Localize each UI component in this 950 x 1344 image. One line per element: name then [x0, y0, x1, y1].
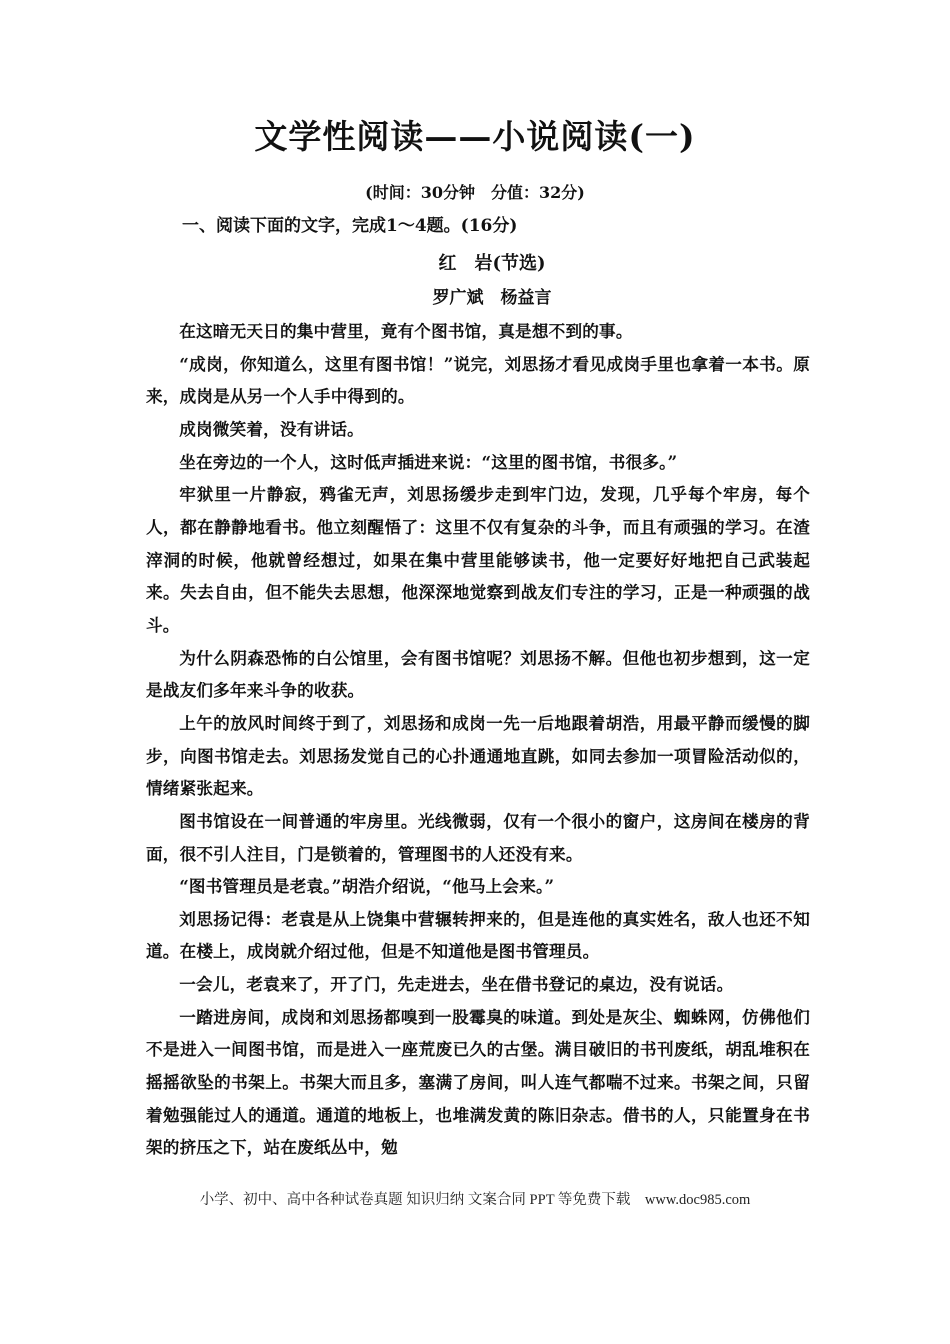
story-paragraph: 图书馆设在一间普通的牢房里。光线微弱，仅有一个很小的窗户，这房间在楼房的背面，很不引人注目，门是锁着的，管理图书的人还没有来。: [146, 810, 810, 864]
story-paragraph: 刘思扬记得：老袁是从上饶集中营辗转押来的，但是连他的真实姓名，敌人也还不知道。在楼上，成岗就介绍过他，但是不知道他是图书管理员。: [146, 908, 810, 962]
story-paragraph: 一踏进房间，成岗和刘思扬都嗅到一股霉臭的味道。到处是灰尘、蜘蛛网，仿佛他们不是进入一间图书馆，而是进入一座荒废已久的古堡。满目破旧的书刊废纸，胡乱堆积在摇摇欲坠的书架上。书架大而且多，塞满了房间，叫人连气都喘不过来。书架之间，只留着勉强能过人的通道。通道的地板上，也堆满发黄的陈旧杂志。借书的人，只能置身在书架的挤压之下，站在废纸丛中，勉: [146, 1006, 810, 1158]
story-paragraph: 坐在旁边的一个人，这时低声插进来说：“这里的图书馆，书很多。”: [179, 451, 678, 472]
story-paragraph: 上午的放风时间终于到了，刘思扬和成岗一先一后地跟着胡浩，用最平静而缓慢的脚步，向图书馆走去。刘思扬发觉自己的心扑通通地直跳，如同去参加一项冒险活动似的，情绪紧张起来。: [146, 712, 810, 799]
story-paragraph: “成岗，你知道么，这里有图书馆！”说完，刘思扬才看见成岗手里也拿着一本书。原来，成岗是从另一个人手中得到的。: [146, 353, 810, 407]
footer-download-note: 小学、初中、高中各种试卷真题 知识归纳 文案合同 PPT 等免费下载 www.doc985.com: [199, 1192, 751, 1208]
exam-time-score: (时间：30分钟 分值：32分): [365, 183, 585, 202]
section-instruction: 一、阅读下面的文字，完成1～4题。(16分): [182, 216, 518, 236]
story-paragraph: “图书管理员是老袁。”胡浩介绍说，“他马上会来。”: [179, 876, 555, 897]
story-title: 红 岩(节选): [438, 253, 546, 274]
story-text: [146, 315, 810, 1164]
story-authors: 罗广斌 杨益言: [432, 288, 552, 308]
story-paragraph: 成岗微笑着，没有讲话。: [179, 418, 364, 439]
story-paragraph: 为什么阴森恐怖的白公馆里，会有图书馆呢？刘思扬不解。但他也初步想到，这一定是战友们多年来斗争的收获。: [146, 647, 810, 701]
story-paragraph: 一会儿，老袁来了，开了门，先走进去，坐在借书登记的桌边，没有说话。: [179, 974, 734, 995]
story-paragraph: 在这暗无天日的集中营里，竟有个图书馆，真是想不到的事。: [179, 321, 633, 341]
document-title: 文学性阅读——小说阅读(一): [254, 117, 696, 156]
story-paragraph: 牢狱里一片静寂，鸦雀无声，刘思扬缓步走到牢门边，发现，几乎每个牢房，每个人，都在静静地看书。他立刻醒悟了：这里不仅有复杂的斗争，而且有顽强的学习。在渣滓洞的时候，他就曾经想过，如果在集中营里能够读书，他一定要好好地把自己武装起来。失去自由，但不能失去思想，他深深地觉察到战友们专注的学习，正是一种顽强的战斗。: [146, 484, 810, 635]
